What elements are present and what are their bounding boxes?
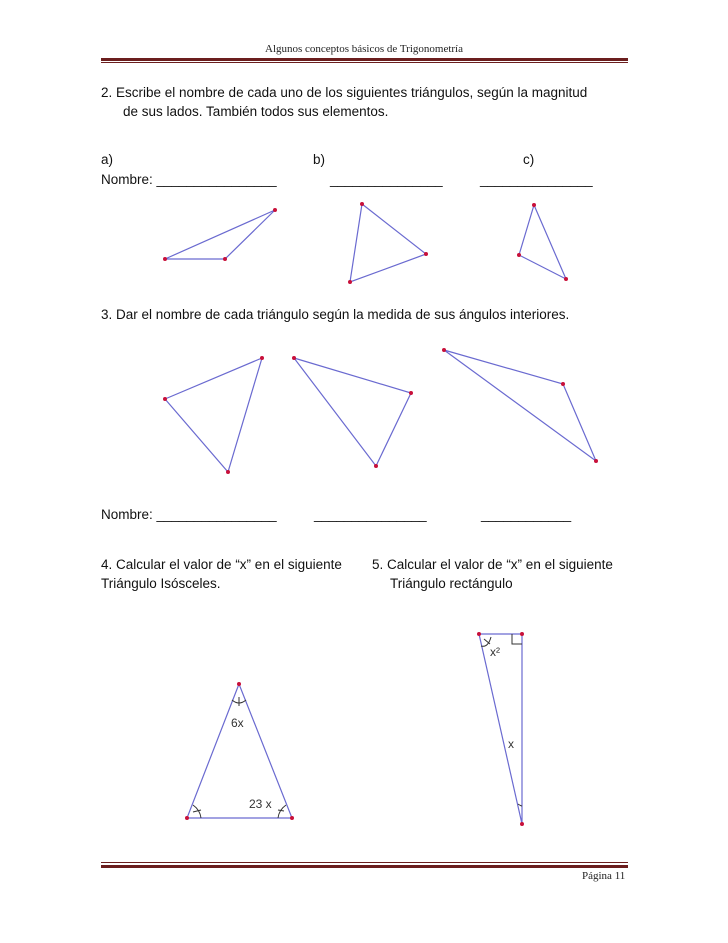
q3-triangle-a xyxy=(163,356,264,474)
q2-nombre-a: Nombre: ________________ xyxy=(101,172,277,187)
q2-label-b: b) xyxy=(313,152,326,167)
q3-triangle-c xyxy=(442,348,598,463)
q3-text: 3. Dar el nombre de cada triángulo según la medida de sus ángulos interiores. xyxy=(101,307,570,322)
q5-line1: 5. Calcular el valor de “x” en el siguiente xyxy=(372,557,613,572)
q4-line1: 4. Calcular el valor de “x” en el siguiente xyxy=(101,557,342,572)
q5-right-triangle xyxy=(477,632,524,826)
q3-nombre-c: ____________ xyxy=(481,507,572,522)
footer-rule-thin xyxy=(101,862,628,863)
q2-nombre-b: _______________ xyxy=(330,172,443,187)
right-angle-marker xyxy=(512,634,522,644)
page-number: Página 11 xyxy=(582,870,626,882)
q2-label-c: c) xyxy=(523,152,535,167)
q4-apex-label: 6x xyxy=(231,716,244,730)
q2-label-a: a) xyxy=(101,152,114,167)
q3-nombre-a: Nombre: ________________ xyxy=(101,507,277,522)
q2-nombre-c: _______________ xyxy=(480,172,593,187)
q2-line2: de sus lados. También todos sus elementos. xyxy=(123,104,389,119)
q2-triangle-b xyxy=(348,202,428,284)
q2-line1: 2. Escribe el nombre de cada uno de los siguientes triángulos, según la magnitud xyxy=(101,85,588,100)
q2-triangle-a xyxy=(163,208,277,261)
q2-triangle-c xyxy=(517,203,568,281)
q5-side-label: x xyxy=(508,737,514,751)
q3-nombre-b: _______________ xyxy=(314,507,427,522)
q5-top-label: x² xyxy=(490,645,500,659)
footer-rule xyxy=(101,865,628,868)
page-header-title: Algunos conceptos básicos de Trigonometría xyxy=(265,43,463,55)
q5-line2: Triángulo rectángulo xyxy=(390,576,513,591)
q3-triangle-b xyxy=(292,356,413,468)
q4-isosceles-triangle xyxy=(185,682,294,820)
q4-base-label: 23 x xyxy=(249,797,272,811)
q4-line2: Triángulo Isósceles. xyxy=(101,576,221,591)
